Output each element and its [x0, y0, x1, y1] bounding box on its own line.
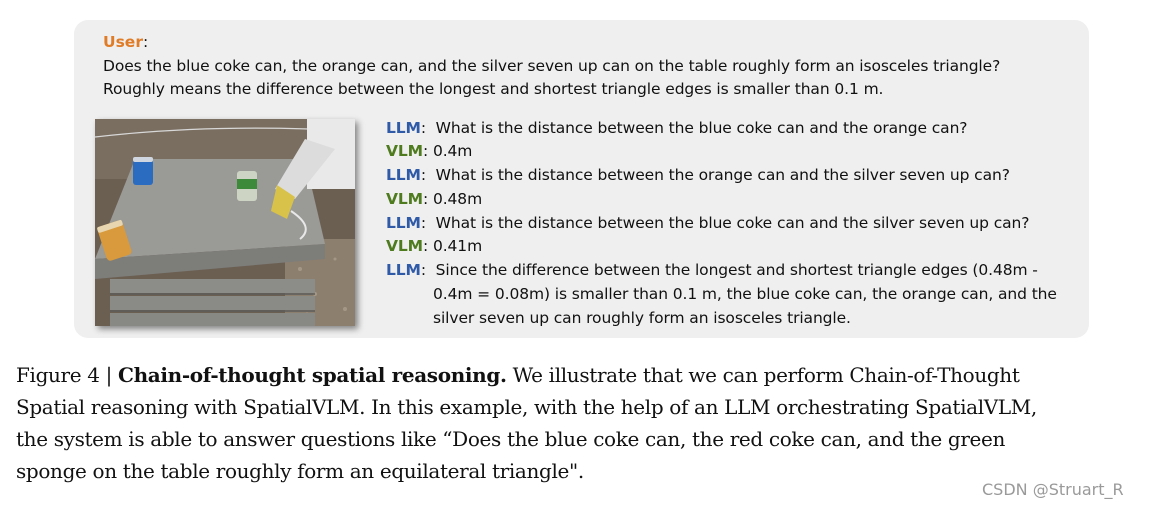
turn-text-5: What is the distance between the blue coke can and the silver seven up can? — [435, 214, 1030, 232]
dialogue-continuation-2: silver seven up can roughly form an isosceles triangle. — [433, 309, 851, 327]
scene-photo — [95, 119, 355, 326]
watermark: CSDN @Struart_R — [982, 480, 1124, 499]
turn-text-3: What is the distance between the orange can and the silver seven up can? — [435, 166, 1010, 184]
turn-speaker-5: LLM — [386, 214, 421, 232]
turn-speaker-4: VLM — [386, 190, 423, 208]
turn-speaker-7: LLM — [386, 261, 421, 279]
turn-text-7: Since the difference between the longest and shortest triangle edges (0.48m - — [435, 261, 1038, 279]
figure-caption-line-3: the system is able to answer questions like “Does the blue coke can, the red coke can, and the green — [16, 427, 1006, 451]
dialogue-continuation-1: 0.4m = 0.08m) is smaller than 0.1 m, the blue coke can, the orange can, and the — [433, 285, 1057, 303]
dialogue-turn-7: LLM: Since the difference between the longest and shortest triangle edges (0.48m - — [386, 261, 1038, 279]
dialogue-turn-1: LLM: What is the distance between the blue coke can and the orange can? — [386, 119, 968, 137]
dialogue-turn-2: VLM: 0.4m — [386, 142, 473, 160]
turn-text-1: What is the distance between the blue coke can and the orange can? — [435, 119, 968, 137]
example-panel — [74, 20, 1089, 338]
figure-caption-line-4: sponge on the table roughly form an equilateral triangle". — [16, 459, 584, 483]
caption-title: Chain-of-thought spatial reasoning. — [118, 363, 507, 387]
user-question-line-1: Does the blue coke can, the orange can, and the silver seven up can on the table roughly form an isosceles triangle? — [103, 57, 1001, 75]
user-colon: : — [142, 33, 149, 51]
turn-speaker-3: LLM — [386, 166, 421, 184]
dialogue-turn-4: VLM: 0.48m — [386, 190, 483, 208]
caption-prefix: Figure 4 | — [16, 363, 119, 387]
dialogue-turn-5: LLM: What is the distance between the blue coke can and the silver seven up can? — [386, 214, 1030, 232]
turn-speaker-6: VLM — [386, 237, 423, 255]
dialogue-turn-6: VLM: 0.41m — [386, 237, 483, 255]
figure-caption-line-1 — [16, 363, 1020, 387]
turn-speaker-2: VLM — [386, 142, 423, 160]
turn-speaker-1: LLM — [386, 119, 421, 137]
dialogue-turn-3: LLM: What is the distance between the orange can and the silver seven up can? — [386, 166, 1010, 184]
user-question-line-2: Roughly means the difference between the longest and shortest triangle edges is smaller than 0.1 m. — [103, 80, 884, 98]
caption-line-1-rest: We illustrate that we can perform Chain-of-Thought — [506, 363, 1020, 387]
turn-text-6: 0.41m — [432, 237, 483, 255]
user-speaker: User — [103, 33, 143, 51]
turn-text-2: 0.4m — [432, 142, 473, 160]
figure-caption-line-2: Spatial reasoning with SpatialVLM. In this example, with the help of an LLM orchestrating SpatialVLM, — [16, 395, 1037, 419]
turn-text-4: 0.48m — [432, 190, 483, 208]
scene-illustration — [95, 119, 355, 326]
user-label — [103, 33, 148, 51]
